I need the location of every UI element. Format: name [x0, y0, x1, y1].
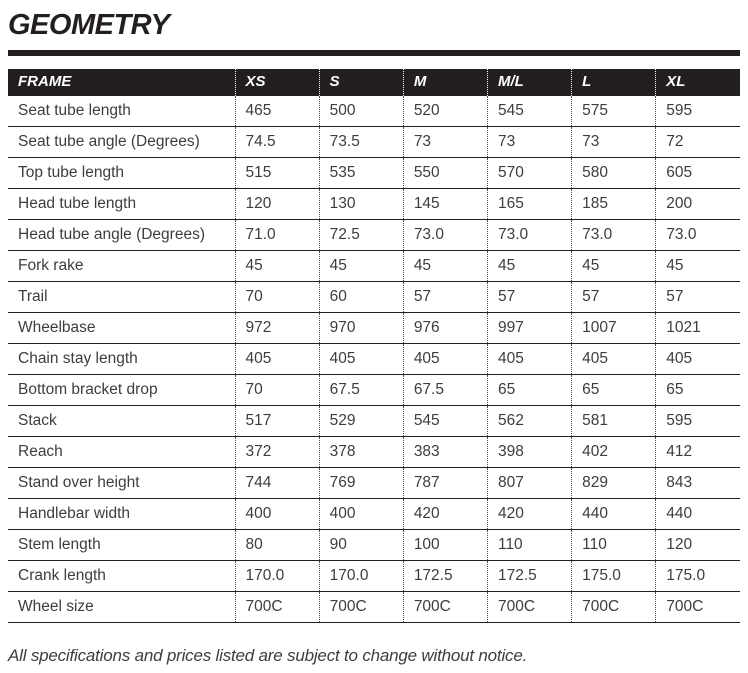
table-row [8, 406, 740, 437]
row-value: 170.0 [319, 561, 403, 592]
row-value: 1007 [572, 313, 656, 344]
row-value: 67.5 [403, 375, 487, 406]
table-row [8, 592, 740, 623]
row-value: 73.0 [487, 220, 571, 251]
row-value: 520 [403, 96, 487, 127]
row-value: 769 [319, 468, 403, 499]
row-value: 420 [403, 499, 487, 530]
row-value: 45 [572, 251, 656, 282]
table-row [8, 96, 740, 127]
table-row [8, 282, 740, 313]
row-value: 72 [656, 127, 740, 158]
column-header-xs: XS [235, 69, 319, 96]
row-value: 605 [656, 158, 740, 189]
page-title: GEOMETRY [8, 9, 170, 41]
row-label: Chain stay length [8, 344, 235, 375]
row-value: 57 [487, 282, 571, 313]
row-value: 787 [403, 468, 487, 499]
row-label: Bottom bracket drop [8, 375, 235, 406]
row-value: 400 [319, 499, 403, 530]
row-value: 45 [656, 251, 740, 282]
table-row [8, 468, 740, 499]
row-value: 700C [403, 592, 487, 623]
row-value: 71.0 [235, 220, 319, 251]
row-value: 402 [572, 437, 656, 468]
row-value: 405 [572, 344, 656, 375]
row-value: 420 [487, 499, 571, 530]
row-value: 700C [319, 592, 403, 623]
row-value: 74.5 [235, 127, 319, 158]
row-label: Head tube length [8, 189, 235, 220]
row-value: 976 [403, 313, 487, 344]
row-value: 595 [656, 96, 740, 127]
row-value: 412 [656, 437, 740, 468]
row-value: 200 [656, 189, 740, 220]
row-label: Crank length [8, 561, 235, 592]
row-label: Handlebar width [8, 499, 235, 530]
row-value: 80 [235, 530, 319, 561]
row-value: 73 [403, 127, 487, 158]
row-value: 73 [572, 127, 656, 158]
geometry-table-body [8, 96, 740, 623]
table-row [8, 344, 740, 375]
row-value: 57 [656, 282, 740, 313]
row-value: 843 [656, 468, 740, 499]
column-header-s: S [319, 69, 403, 96]
row-value: 405 [656, 344, 740, 375]
table-row [8, 189, 740, 220]
row-value: 440 [572, 499, 656, 530]
row-value: 130 [319, 189, 403, 220]
row-value: 550 [403, 158, 487, 189]
row-value: 110 [487, 530, 571, 561]
row-value: 175.0 [656, 561, 740, 592]
row-value: 45 [403, 251, 487, 282]
title-rule-divider [8, 50, 740, 56]
row-value: 72.5 [319, 220, 403, 251]
row-value: 65 [572, 375, 656, 406]
row-label: Wheel size [8, 592, 235, 623]
row-value: 580 [572, 158, 656, 189]
table-row [8, 313, 740, 344]
row-value: 60 [319, 282, 403, 313]
row-value: 700C [656, 592, 740, 623]
table-row [8, 220, 740, 251]
row-value: 405 [319, 344, 403, 375]
row-label: Seat tube length [18, 102, 131, 120]
table-row [8, 437, 740, 468]
row-value: 500 [319, 96, 403, 127]
row-value: 405 [235, 344, 319, 375]
row-value: 545 [403, 406, 487, 437]
row-value: 185 [572, 189, 656, 220]
column-header-ml: M/L [487, 69, 571, 96]
row-value: 73.5 [319, 127, 403, 158]
row-label: Stand over height [8, 468, 235, 499]
row-value: 378 [319, 437, 403, 468]
row-value: 120 [656, 530, 740, 561]
row-value: 57 [403, 282, 487, 313]
row-value: 535 [319, 158, 403, 189]
row-value: 595 [656, 406, 740, 437]
table-row [8, 251, 740, 282]
row-value: 700C [572, 592, 656, 623]
row-value: 70 [235, 282, 319, 313]
row-value: 829 [572, 468, 656, 499]
table-row [8, 561, 740, 592]
row-value: 562 [487, 406, 571, 437]
row-value: 400 [235, 499, 319, 530]
row-label: Seat tube angle (Degrees) [8, 127, 235, 158]
row-label: Head tube angle (Degrees) [8, 220, 235, 251]
row-value: 405 [403, 344, 487, 375]
row-value: 372 [235, 437, 319, 468]
row-value: 383 [403, 437, 487, 468]
row-value: 45 [487, 251, 571, 282]
geometry-table-header [8, 69, 740, 96]
row-value: 45 [235, 251, 319, 282]
row-label: Reach [8, 437, 235, 468]
row-value: 172.5 [487, 561, 571, 592]
row-value: 67.5 [319, 375, 403, 406]
disclaimer-footnote: All specifications and prices listed are subject to change without notice. [8, 646, 528, 666]
row-label: Wheelbase [8, 313, 235, 344]
row-value: 997 [487, 313, 571, 344]
table-row [8, 158, 740, 189]
row-value: 465 [235, 96, 319, 127]
row-value: 165 [487, 189, 571, 220]
row-value: 529 [319, 406, 403, 437]
column-header-xl: XL [656, 69, 740, 96]
row-value: 700C [235, 592, 319, 623]
row-value: 700C [487, 592, 571, 623]
header-row [8, 69, 740, 96]
row-label: Top tube length [8, 158, 235, 189]
row-value: 1021 [656, 313, 740, 344]
row-value: 90 [319, 530, 403, 561]
row-value: 744 [235, 468, 319, 499]
row-value: 807 [487, 468, 571, 499]
row-value: 45 [319, 251, 403, 282]
row-value: 172.5 [403, 561, 487, 592]
table-row [8, 375, 740, 406]
row-value: 517 [235, 406, 319, 437]
row-value: 581 [572, 406, 656, 437]
row-value: 65 [656, 375, 740, 406]
row-label: Trail [8, 282, 235, 313]
row-value: 73.0 [403, 220, 487, 251]
column-header-frame: FRAME [8, 69, 235, 96]
row-value: 100 [403, 530, 487, 561]
row-value: 73 [487, 127, 571, 158]
row-value: 57 [572, 282, 656, 313]
row-label: Stack [8, 406, 235, 437]
geometry-table [8, 69, 740, 624]
row-value: 405 [487, 344, 571, 375]
row-value: 398 [487, 437, 571, 468]
row-value: 73.0 [572, 220, 656, 251]
table-row [8, 499, 740, 530]
row-value: 175.0 [572, 561, 656, 592]
table-row [8, 127, 740, 158]
row-value: 70 [235, 375, 319, 406]
row-value: 110 [572, 530, 656, 561]
row-value: 73.0 [656, 220, 740, 251]
row-value: 440 [656, 499, 740, 530]
row-value: 170.0 [235, 561, 319, 592]
row-value: 515 [235, 158, 319, 189]
row-value: 145 [403, 189, 487, 220]
row-value: 65 [487, 375, 571, 406]
row-value: 570 [487, 158, 571, 189]
row-value: 120 [235, 189, 319, 220]
column-header-l: L [572, 69, 656, 96]
row-value: 970 [319, 313, 403, 344]
row-value: 575 [572, 96, 656, 127]
row-value: 545 [487, 96, 571, 127]
row-label: Fork rake [8, 251, 235, 282]
row-value: 972 [235, 313, 319, 344]
row-label: Stem length [8, 530, 235, 561]
table-row [8, 530, 740, 561]
column-header-m: M [403, 69, 487, 96]
